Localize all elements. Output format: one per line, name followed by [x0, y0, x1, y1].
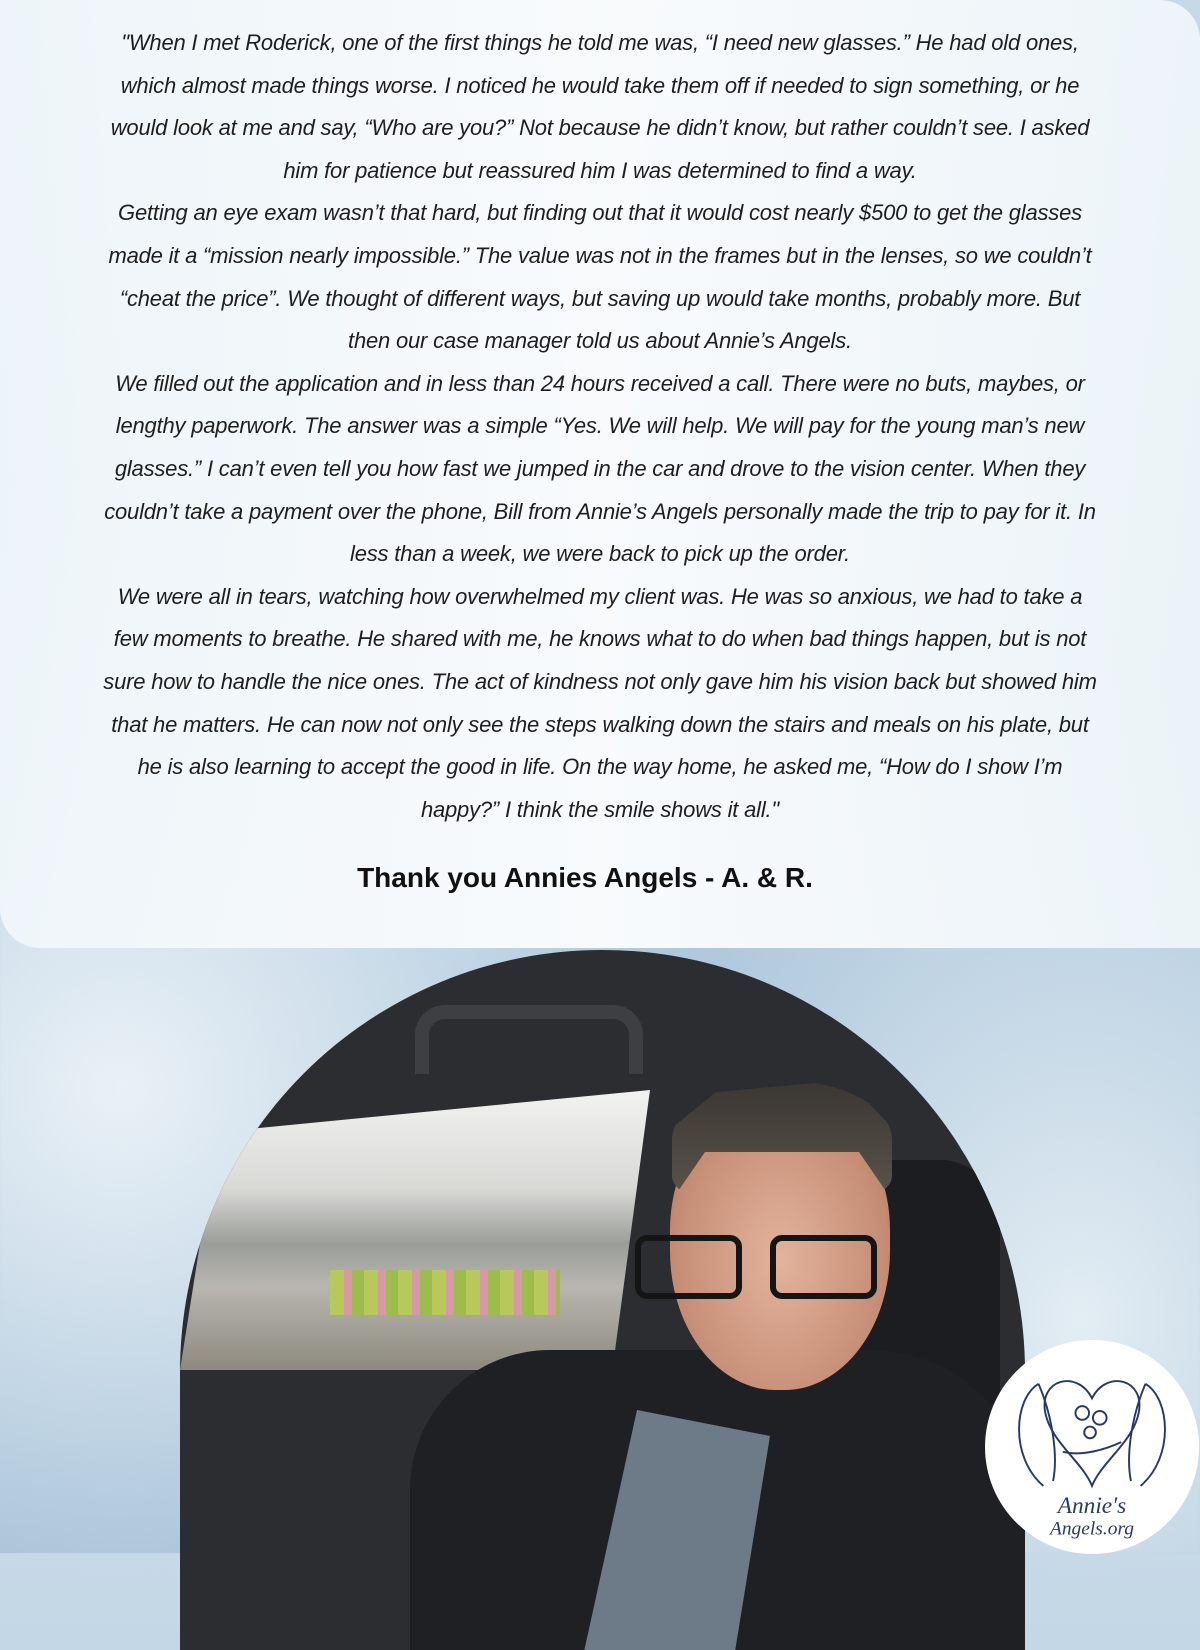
smiling-man — [410, 1100, 1025, 1650]
text-line: less than a week, we were back to pick up the order. — [350, 541, 850, 567]
text-line: "When I met Roderick, one of the first things he told me was, “I need new glasses.” He had old ones, — [121, 30, 1079, 55]
text-line: happy?” I think the smile shows it all." — [420, 796, 780, 822]
text-line: which almost made things worse. I noticed he would take them off if needed to sign something, or he — [120, 72, 1080, 98]
text-line: would look at me and say, “Who are you?” Not because he didn’t know, but rather couldn’t see. I asked — [110, 115, 1090, 141]
text-line: couldn’t take a payment over the phone, Bill from Annie’s Angels personally made the trip to pay for it. In — [104, 498, 1096, 524]
text-line: We filled out the application and in less than 24 hours received a call. There were no buts, maybes, or — [115, 370, 1085, 396]
text-line: glasses.” I can’t even tell you how fast we jumped in the car and drove to the vision center. When they — [114, 455, 1086, 481]
text-line: sure how to handle the nice ones. The act of kindness not only gave him his vision back but showed him — [103, 668, 1097, 694]
paragraph — [20, 576, 1180, 832]
testimonial-text — [20, 22, 1180, 831]
text-line: Getting an eye exam wasn’t that hard, but finding out that it would cost nearly $500 to get the glasses — [118, 200, 1082, 226]
text-line: “cheat the price”. We thought of different ways, but saving up would take months, probably more. But — [119, 285, 1081, 311]
signoff: Thank you Annies Angels - A. & R. — [357, 862, 813, 893]
text-line: he is also learning to accept the good in life. On the way home, he asked me, “How do I show I’m — [137, 754, 1063, 780]
text-line: him for patience but reassured him I was determined to find a way. — [283, 157, 917, 183]
text-line: that he matters. He can now not only see the steps walking down the stairs and meals on his plate, but — [111, 711, 1089, 737]
photo-man-in-car — [180, 950, 1025, 1650]
logo-text-2: Angels.org — [1049, 1518, 1135, 1540]
text-line: made it a “mission nearly impossible.” The value was not in the frames but in the lenses, so we couldn’t — [108, 242, 1092, 268]
paragraph — [20, 363, 1180, 576]
annies-angels-logo — [985, 1340, 1199, 1554]
car-grab-handle — [415, 1005, 643, 1074]
glasses-icon — [635, 1235, 880, 1295]
text-line: then our case manager told us about Annie’s Angels. — [348, 328, 852, 354]
text-line: few moments to breathe. He shared with me, he knows what to do when bad things happen, but is not — [113, 626, 1087, 652]
text-line: We were all in tears, watching how overwhelmed my client was. He was so anxious, we had to take a — [117, 583, 1083, 609]
logo-text-1: Annie's — [1057, 1493, 1127, 1520]
text-line: lengthy paperwork. The answer was a simple “Yes. We will help. We will pay for the young man’s new — [115, 413, 1085, 439]
paragraph — [20, 22, 1180, 192]
paragraph — [20, 192, 1180, 362]
